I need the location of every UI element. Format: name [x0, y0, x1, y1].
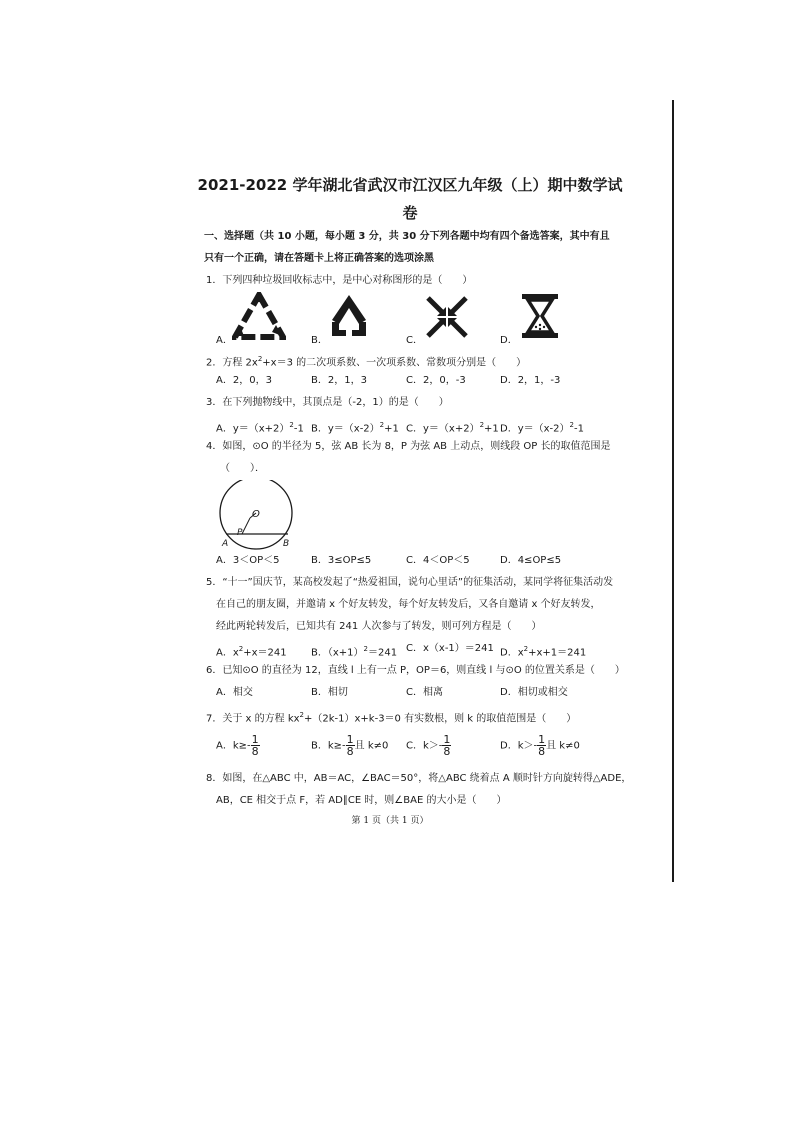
question-7-stem: 7．关于 x 的方程 $kx^2+(2k-1)x+k-3=0$ 有实数根，则 k 的取值范围是（ ） [206, 711, 577, 725]
q1-option-a-label: A． [216, 335, 233, 346]
hourglass-icon [520, 292, 560, 340]
q4-option-c: C．4＜OP＜5 [406, 555, 470, 566]
section-heading: 一、选择题（共 10 小题，每小题 3 分，共 30 分下列各题中均有四个备选答案，其中有且 [204, 231, 610, 242]
inward-arrows-icon [424, 294, 470, 340]
recycle-arrows-icon [326, 292, 372, 340]
fig-label-p: P [237, 528, 243, 538]
q2-option-c: C．2，0，-3 [406, 375, 466, 386]
q6-option-a: A．相交 [216, 687, 253, 698]
question-5-stem-2: 在自己的朋友圈，并邀请 x 个好友转发，每个好友转发后，又各自邀请 x 个好友转发， [216, 599, 601, 610]
question-8-stem-2: AB，CE 相交于点 F，若 AD∥CE 时，则∠BAE 的大小是（ ） [216, 795, 507, 806]
section-heading-cont: 只有一个正确，请在答题卡上将正确答案的选项涂黑 [204, 253, 434, 264]
q2-option-a: A．2，0，3 [216, 375, 272, 386]
q7-option-d: D．k＞- $\frac{1}{8}$ 且 k≠0 [500, 733, 580, 758]
q6-option-b: B．相切 [311, 687, 348, 698]
q7-option-b: B．k≥- $\frac{1}{8}$ 且 k≠0 [311, 733, 389, 758]
q4-option-d: D．4≤OP≤5 [500, 555, 562, 566]
q1-option-c-label: C． [406, 335, 423, 346]
exam-title-line2: 卷 [402, 204, 418, 222]
q5-option-c: C．x（x-1）＝241 [406, 643, 494, 654]
question-4-stem: 4．如图，⊙O 的半径为 5，弦 AB 长为 8，P 为弦 AB 上动点，则线段 OP 长的取值范围是 [206, 441, 611, 452]
q5-option-d: D．$x^2+x+1=241$ [500, 645, 587, 659]
q1-option-d-label: D． [500, 335, 518, 346]
question-2-stem: 2．方程 $2x^2+x=3$ 的二次项系数、一次项系数、常数项分别是（ ） [206, 355, 527, 369]
q3-option-c: C．$y=(x+2)^2+1$ [406, 421, 499, 435]
q5-option-a: A．$x^2+x=241$ [216, 645, 287, 659]
question-4-stem-cont: （ ）． [220, 463, 265, 474]
q3-option-b: B．$y=(x-2)^2+1$ [311, 421, 399, 435]
question-8-stem: 8．如图，在△ABC 中，AB＝AC，∠BAC＝50°，将△ABC 绕着点 A 顺时针方向旋转得△ADE， [206, 773, 632, 784]
q2-option-d: D．2，1，-3 [500, 375, 561, 386]
q4-option-b: B．3≤OP≤5 [311, 555, 372, 566]
exam-title-line1: 2021-2022 学年湖北省武汉市江汉区九年级（上）期中数学试 [197, 176, 623, 194]
q7-option-a: A．k≥- $\frac{1}{8}$ [216, 733, 259, 758]
q6-option-d: D．相切或相交 [500, 687, 568, 698]
q2-option-b: B．2，1，3 [311, 375, 367, 386]
q5-option-b: B．$(x+1)^2=241$ [311, 645, 398, 659]
q4-option-a: A．3＜OP＜5 [216, 555, 280, 566]
q6-option-c: C．相离 [406, 687, 443, 698]
recycle-triangle-icon [232, 292, 286, 340]
q3-option-a: A．$y=(x+2)^2-1$ [216, 421, 304, 435]
question-6-stem: 6．已知⊙O 的直径为 12，直线 l 上有一点 P，OP＝6，则直线 l 与⊙O 的位置关系是（ ） [206, 665, 625, 676]
fig-label-o: O [252, 509, 260, 520]
fig-label-b: B [283, 539, 290, 549]
question-5-stem: 5．“十一”国庆节，某高校发起了“热爱祖国，说句心里话”的征集活动，某同学将征集活动发 [206, 577, 614, 588]
question-5-stem-3: 经此两轮转发后，已知共有 241 人次参与了转发，则可列方程是（ ） [216, 621, 542, 632]
page-footer: 第 1 页（共 1 页） [351, 816, 429, 826]
fig-label-a: A [222, 539, 229, 549]
q3-option-d: D．$y=(x-2)^2-1$ [500, 421, 584, 435]
question-1-stem: 1．下列四种垃圾回收标志中，是中心对称图形的是（ ） [206, 275, 473, 286]
q7-option-c: C．k＞- $\frac{1}{8}$ [406, 733, 451, 758]
page-border-line [672, 100, 674, 882]
question-3-stem: 3．在下列抛物线中，其顶点是（-2，1）的是（ ） [206, 397, 449, 408]
q1-option-b-label: B． [311, 335, 328, 346]
